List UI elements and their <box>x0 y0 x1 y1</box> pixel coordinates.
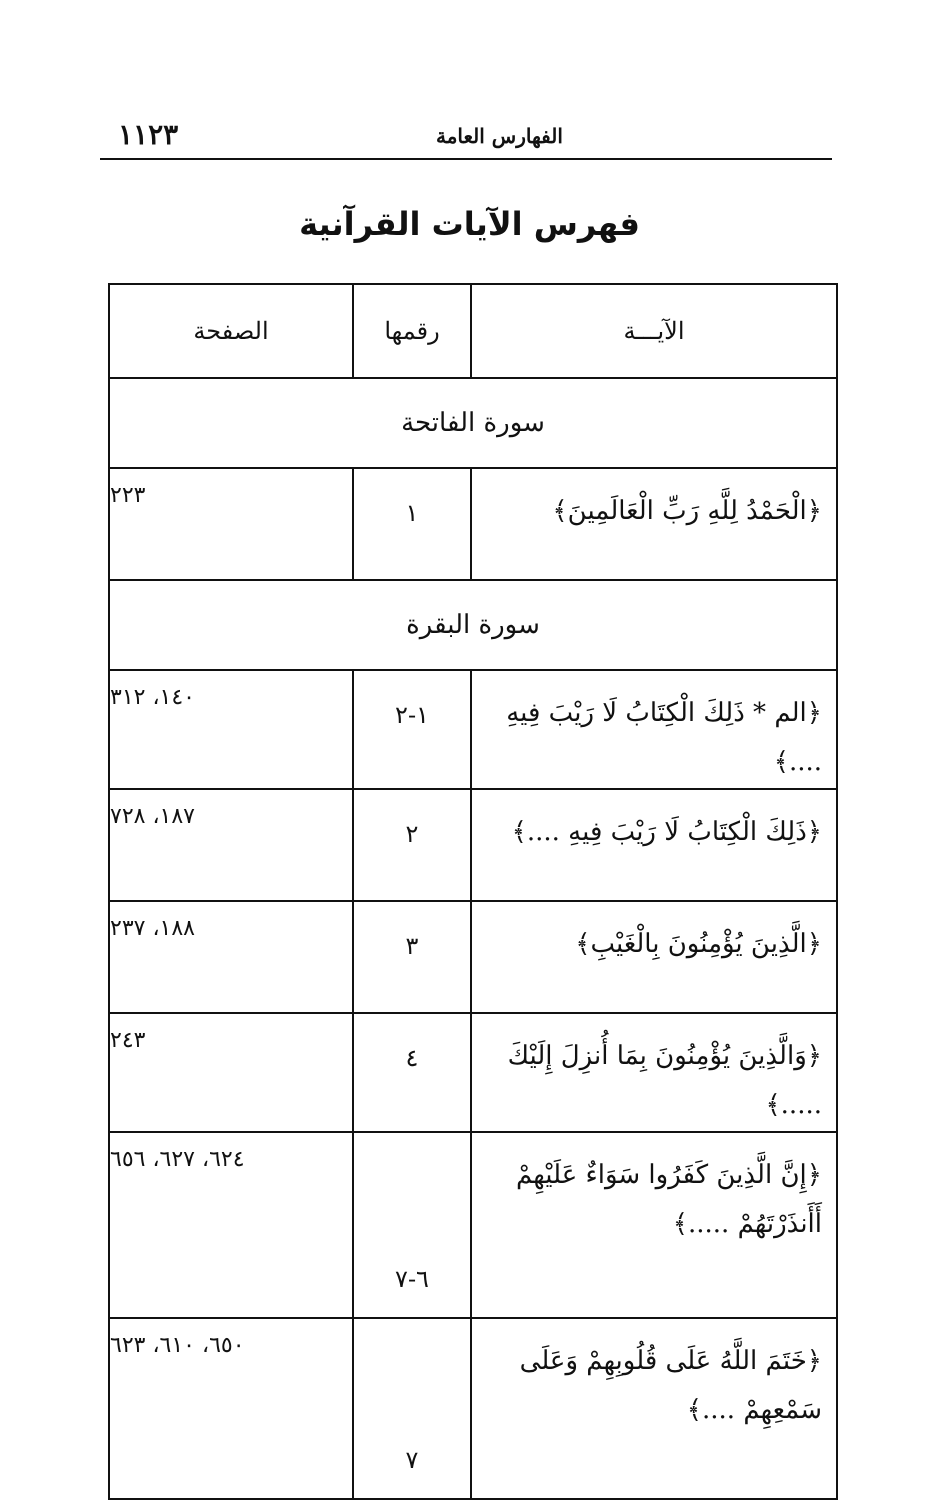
page-refs: ٦٥٠، ٦١٠، ٦٢٣ <box>109 1318 353 1499</box>
verse-number: ١-٢ <box>353 670 471 789</box>
page-title: فهرس الآيات القرآنية <box>299 205 640 243</box>
verse-text: ﴿وَالَّذِينَ يُؤْمِنُونَ بِمَا أُنزِلَ إِلَيْكَ .....﴾ <box>471 1013 837 1132</box>
verse-number: ٢ <box>353 789 471 901</box>
column-header-ayah: الآيـــة <box>471 284 837 378</box>
page-refs: ١٤٠، ٣١٢ <box>109 670 353 789</box>
verse-text: ﴿الْحَمْدُ لِلَّهِ رَبِّ الْعَالَمِينَ﴾ <box>471 468 837 580</box>
table-row <box>109 1132 837 1318</box>
verse-number: ٧ <box>353 1318 471 1499</box>
verse-text: ﴿خَتَمَ اللَّهُ عَلَى قُلُوبِهِمْ وَعَلَى سَمْعِهِمْ ....﴾ <box>471 1318 837 1499</box>
surah-heading-row <box>109 580 837 670</box>
header-rule <box>100 158 832 160</box>
table-row <box>109 901 837 1013</box>
table-row <box>109 468 837 580</box>
surah-name: سورة الفاتحة <box>109 378 837 468</box>
table-row <box>109 789 837 901</box>
page-refs: ٢٤٣ <box>109 1013 353 1132</box>
verse-text: ﴿إِنَّ الَّذِينَ كَفَرُوا سَوَاءٌ عَلَيْهِمْ أَأَنذَرْتَهُمْ .....﴾ <box>471 1132 837 1318</box>
running-title: الفهارس العامة <box>436 124 563 148</box>
surah-name: سورة البقرة <box>109 580 837 670</box>
verse-text: ﴿الَّذِينَ يُؤْمِنُونَ بِالْغَيْبِ﴾ <box>471 901 837 1013</box>
page-header <box>100 118 832 158</box>
page-number: ١١٢٣ <box>118 118 179 151</box>
page-refs: ٢٢٣ <box>109 468 353 580</box>
verse-text: ﴿الم * ذَلِكَ الْكِتَابُ لَا رَيْبَ فِيهِ ....﴾ <box>471 670 837 789</box>
page-refs: ١٨٨، ٢٣٧ <box>109 901 353 1013</box>
quran-verses-index-table <box>108 283 838 1500</box>
column-header-page: الصفحة <box>109 284 353 378</box>
table-header-row <box>109 284 837 378</box>
verse-text: ﴿ذَلِكَ الْكِتَابُ لَا رَيْبَ فِيهِ ....﴾ <box>471 789 837 901</box>
page-refs: ١٨٧، ٧٢٨ <box>109 789 353 901</box>
verse-number: ١ <box>353 468 471 580</box>
verse-number: ٣ <box>353 901 471 1013</box>
column-header-number: رقمها <box>353 284 471 378</box>
verse-number: ٦-٧ <box>353 1132 471 1318</box>
surah-heading-row <box>109 378 837 468</box>
verse-number: ٤ <box>353 1013 471 1132</box>
table-row <box>109 1013 837 1132</box>
page-refs: ٦٢٤، ٦٢٧، ٦٥٦ <box>109 1132 353 1318</box>
table-row <box>109 670 837 789</box>
table-row <box>109 1318 837 1499</box>
